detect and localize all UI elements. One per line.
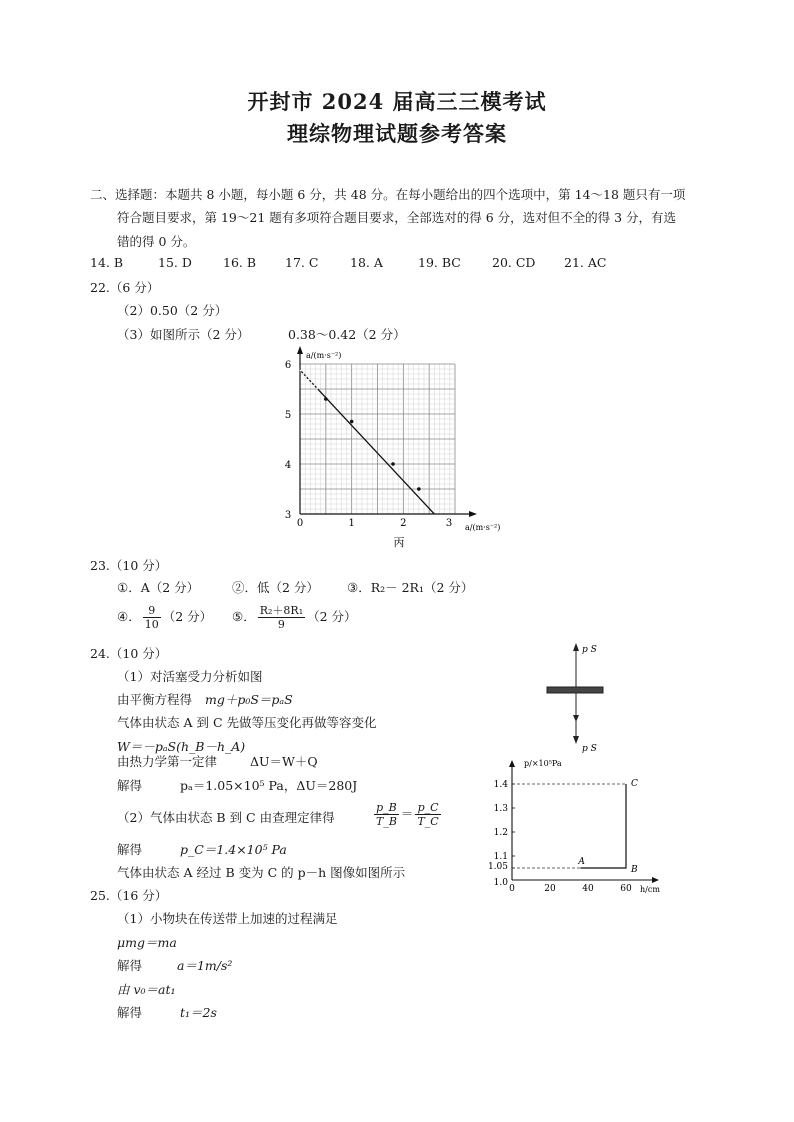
q24-l5a: 由热力学第一定律 <box>117 754 218 769</box>
q24-l3: 气体由状态 A 到 C 先做等压变化再做等容变化 <box>117 715 377 730</box>
q23-a4-den: 10 <box>144 618 159 631</box>
x-tick-label: 1 <box>348 518 355 529</box>
ph-point-label: B <box>631 865 638 875</box>
ph-x-axis-label: h/cm <box>640 885 660 894</box>
q24-l4: W＝－pₐS(h_B－h_A) <box>117 739 246 754</box>
q25-l5b: t₁＝2s <box>180 1005 217 1020</box>
x-tick-label: 3 <box>445 518 453 529</box>
answer-16: 16. B <box>223 255 257 270</box>
ph-y-tick-label: 1.3 <box>493 804 508 814</box>
ph-y-tick-label: 1.0 <box>493 878 508 888</box>
q24-l8b: p_C＝1.4×10⁵ Pa <box>180 842 287 857</box>
q24-l7-left-fraction <box>374 801 399 828</box>
q25-l3a: 解得 <box>117 958 143 973</box>
answer-14: 14. B <box>90 255 124 270</box>
q25-l2: μmg＝ma <box>117 935 177 950</box>
answer-18: 18. A <box>350 255 383 270</box>
q23-a5-num: R₂＋8R₁ <box>259 604 304 617</box>
x-tick-label: 0 <box>296 518 304 529</box>
q25-l3b: a＝1m/s² <box>177 958 233 973</box>
ph-y-tick-label: 1.4 <box>493 780 508 790</box>
data-point <box>324 397 328 401</box>
q22-line3b: 0.38～0.42（2 分） <box>288 327 406 342</box>
chart-caption: 丙 <box>393 536 405 549</box>
ph-y-axis-arrow <box>509 760 515 767</box>
ph-x-tick-labels <box>509 884 632 894</box>
q24-l7-right-fraction <box>415 801 440 828</box>
q24-l7a: （2）气体由状态 B 到 C 由查理定律得 <box>117 810 335 825</box>
choice-answers <box>90 255 606 270</box>
piston-rect <box>547 687 603 693</box>
q23-a4-suffix: （2 分） <box>162 609 213 624</box>
q23-header: 23.（10 分） <box>90 558 168 573</box>
q24-l1: （1）对活塞受力分析如图 <box>117 669 263 684</box>
q24-l5b: ΔU＝W＋Q <box>250 754 318 769</box>
page-subtitle: 理综物理试题参考答案 <box>287 121 507 146</box>
ph-x-tick-label: 0 <box>509 884 515 894</box>
ph-point-label: C <box>631 779 638 789</box>
answer-19: 19. BC <box>418 255 461 270</box>
answer-21: 21. AC <box>564 255 607 270</box>
q25-l4: 由 v₀＝at₁ <box>117 982 176 997</box>
force-arrow-mg-head <box>573 715 579 722</box>
ph-y-tick-labels <box>488 780 515 888</box>
q24-l8a: 解得 <box>117 842 143 857</box>
q24-header: 24.（10 分） <box>90 646 168 661</box>
force-label-bottom: p S <box>582 744 597 754</box>
q24-l7-den-left: T_B <box>376 815 397 828</box>
ph-y-tick-label: 1.05 <box>487 862 508 872</box>
q23-a4-fraction <box>143 604 161 631</box>
q25-header: 25.（16 分） <box>90 888 168 903</box>
chart-grid <box>300 364 455 514</box>
q24-l6a: 解得 <box>117 778 143 793</box>
y-axis-label: a/(m·s⁻²) <box>306 351 342 360</box>
q24-l2b: mg＋p₀S＝pₐS <box>205 692 293 707</box>
ph-y-axis-label: p/×10⁵Pa <box>524 759 562 768</box>
y-tick-labels <box>285 360 291 521</box>
q24-l7-num-left: p_B <box>374 801 399 815</box>
force-label-top: p S <box>582 645 597 655</box>
y-axis-arrow <box>297 346 303 354</box>
x-tick-label: 2 <box>400 518 407 529</box>
q22-line2: （2）0.50（2 分） <box>117 303 228 318</box>
ph-x-axis-arrow <box>652 877 659 883</box>
section-intro-2: 符合题目要求，第 19～21 题有多项符合题目要求，全部选对的得 6 分，选对但不全的得 3 分，有选 <box>117 210 677 225</box>
data-point <box>417 487 421 491</box>
ph-x-tick-label: 40 <box>582 884 594 894</box>
q23-a5-suffix: （2 分） <box>307 609 357 624</box>
y-tick-label: 6 <box>284 360 292 371</box>
q23-a3: ③．R₂－ 2R₁（2 分） <box>347 580 474 595</box>
ph-y-tick-label: 1.1 <box>493 852 508 862</box>
q25-l1: （1）小物块在传送带上加速的过程满足 <box>117 911 338 926</box>
y-tick-label: 5 <box>284 410 292 421</box>
q23-a2: ②．低（2 分） <box>232 580 319 595</box>
force-arrow-down-head <box>573 736 579 744</box>
force-arrow-up-head <box>573 643 579 651</box>
q24-l7-equation <box>372 801 443 828</box>
x-axis-arrow <box>469 511 477 517</box>
ph-x-tick-label: 60 <box>620 884 632 894</box>
q25-l5a: 解得 <box>117 1005 143 1020</box>
data-point <box>391 462 395 466</box>
q24-l9: 气体由状态 A 经过 B 变为 C 的 p－h 图像如图所示 <box>117 865 406 880</box>
q23-a4 <box>117 604 212 631</box>
ph-chart-marks <box>512 779 638 875</box>
q24-l6b: pₐ＝1.05×10⁵ Pa，ΔU＝280J <box>180 778 358 793</box>
section-intro-3: 错的得 0 分。 <box>117 234 196 249</box>
x-axis-label: a/(m·s⁻²) <box>465 523 501 532</box>
y-tick-label: 4 <box>284 460 292 471</box>
q22-header: 22.（6 分） <box>90 280 160 295</box>
acceleration-chart <box>280 342 520 552</box>
q23-a1: ①．A（2 分） <box>117 580 200 595</box>
answer-17: 17. C <box>285 255 319 270</box>
piston-force-diagram <box>540 640 630 755</box>
q23-a4-prefix: ④． <box>117 609 141 624</box>
answer-15: 15. D <box>158 255 192 270</box>
y-tick-label: 3 <box>284 510 292 521</box>
q24-l7-den-right: T_C <box>417 815 439 828</box>
data-point <box>350 420 354 424</box>
q23-a5-fraction <box>258 604 305 631</box>
q23-a5-den: 9 <box>277 618 285 631</box>
ph-x-tick-label: 20 <box>544 884 556 894</box>
q23-a5-prefix: ⑤． <box>232 609 256 624</box>
q24-l7-num-right: p_C <box>415 801 440 815</box>
q24-l2a: 由平衡方程得 <box>117 692 193 707</box>
page-title: 开封市 2024 届高三三模考试 <box>247 89 547 114</box>
answer-20: 20. CD <box>492 255 536 270</box>
section-intro-1: 二、选择题：本题共 8 小题，每小题 6 分，共 48 分。在每小题给出的四个选项中，第 14～18 题只有一项 <box>90 187 686 202</box>
q23-a5 <box>232 604 357 631</box>
x-tick-labels <box>297 518 452 529</box>
q23-a4-num: 9 <box>143 604 161 618</box>
q24-l7-equals: ＝ <box>400 806 414 821</box>
ph-y-tick-label: 1.2 <box>493 828 508 838</box>
q22-line3a: （3）如图所示（2 分） <box>117 327 250 342</box>
ph-point-label: A <box>578 857 585 867</box>
pressure-height-chart <box>480 752 680 897</box>
ph-series-line <box>580 784 626 868</box>
